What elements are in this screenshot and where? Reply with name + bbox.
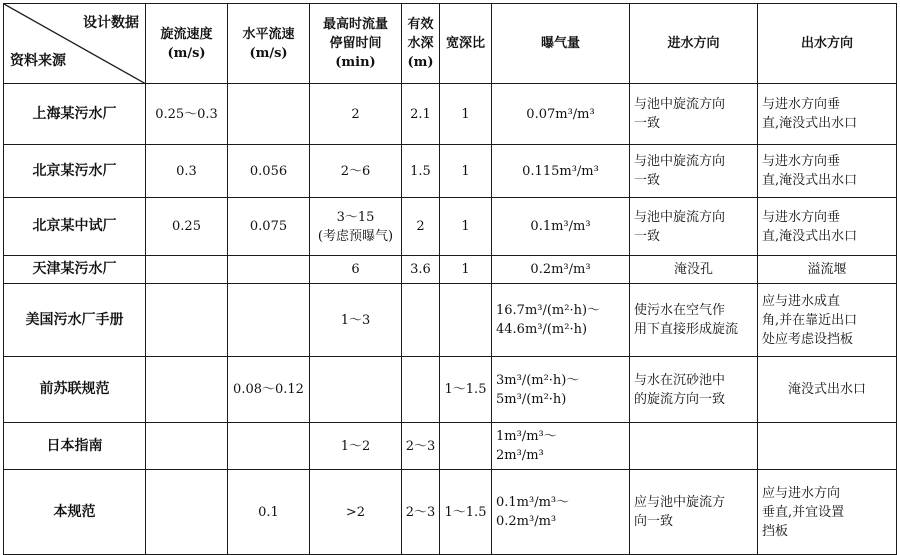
corner-bottom-label: 资料来源 (10, 53, 66, 69)
table-row (4, 84, 897, 145)
cell-text-line: 用下直接形成旋流 (634, 322, 739, 337)
column-header (310, 4, 402, 84)
data-cell (758, 357, 897, 423)
data-cell (146, 284, 228, 357)
data-cell (146, 145, 228, 198)
cell-text-line: 直,淹没式出水口 (762, 228, 858, 244)
column-header (758, 4, 897, 84)
cell-text-line: 1 (461, 163, 470, 179)
cell-text-line: 直,淹没式出水口 (762, 116, 858, 131)
data-cell (402, 84, 440, 145)
cell-text-line: 与进水方向垂 (762, 97, 841, 112)
source-cell: 天津某污水厂 (4, 256, 146, 284)
cell-text-line: 角,并在靠近出口 (762, 312, 858, 328)
data-table-container (3, 3, 897, 555)
cell-text-line: 溢流堰 (807, 262, 847, 277)
cell-text-line: 0.25～0.3 (155, 106, 218, 122)
cell-text-line: 一致 (634, 173, 661, 188)
column-header-line: 有效 (407, 17, 434, 32)
data-cell (146, 256, 228, 284)
cell-text-line: 与进水方向垂 (762, 209, 841, 225)
data-cell (440, 198, 492, 256)
column-header (228, 4, 310, 84)
cell-text-line: 6 (351, 262, 360, 277)
cell-text-line: >2 (345, 504, 366, 520)
data-cell (440, 284, 492, 357)
cell-text-line: 处应考虑设挡板 (762, 331, 854, 347)
cell-text-line: 与池中旋流方向 (634, 97, 726, 112)
cell-text-line: (考虑预曝气) (317, 228, 394, 244)
table-row (4, 470, 897, 555)
cell-text-line: 2～3 (405, 438, 436, 454)
column-header-line: 旋流速度 (160, 26, 213, 42)
cell-text-line: 0.1 (258, 504, 279, 520)
cell-text-line: 淹没式出水口 (787, 382, 866, 397)
column-header-line: 最高时流量 (322, 17, 388, 32)
data-cell (492, 84, 630, 145)
cell-text-line: 5m³/(m²·h) (496, 391, 567, 407)
data-cell (630, 256, 758, 284)
data-cell (440, 84, 492, 145)
cell-text-line: 3.6 (410, 262, 431, 277)
cell-text-line: 1～1.5 (444, 382, 487, 397)
cell-text-line: 0.1m³/m³ (530, 219, 591, 234)
column-header-line: (m/s) (249, 45, 288, 61)
data-cell (228, 145, 310, 198)
cell-text-line: 0.1m³/m³～ (496, 495, 570, 510)
source-cell: 前苏联规范 (4, 357, 146, 423)
table-row (4, 423, 897, 470)
corner-top-label: 设计数据 (83, 15, 139, 31)
data-cell (310, 256, 402, 284)
data-cell (758, 423, 897, 470)
column-header-line: 出水方向 (800, 36, 853, 51)
cell-text-line: 应与进水成直 (762, 293, 841, 309)
data-cell (146, 470, 228, 555)
data-cell (146, 84, 228, 145)
data-cell (758, 84, 897, 145)
cell-text-line: 1～1.5 (444, 504, 487, 520)
cell-text-line: 挡板 (762, 523, 789, 539)
cell-text-line: 0.08～0.12 (233, 382, 304, 397)
cell-text-line: 16.7m³/(m²·h)～ (496, 303, 601, 318)
data-cell (146, 198, 228, 256)
data-cell (630, 84, 758, 145)
data-cell (228, 256, 310, 284)
cell-text-line: 一致 (634, 228, 661, 244)
data-cell (440, 357, 492, 423)
cell-text-line: 2～3 (405, 504, 436, 520)
cell-text-line: 0.2m³/m³ (530, 262, 591, 277)
data-cell (310, 84, 402, 145)
data-cell (310, 423, 402, 470)
data-cell (228, 357, 310, 423)
data-cell (228, 470, 310, 555)
table-row (4, 145, 897, 198)
source-cell: 北京某中试厂 (4, 198, 146, 256)
data-cell (492, 423, 630, 470)
data-cell (758, 256, 897, 284)
cell-text-line: 0.075 (249, 219, 288, 234)
cell-text-line: 2 (416, 219, 425, 234)
data-cell (402, 284, 440, 357)
data-cell (440, 423, 492, 470)
column-header-line: 水深 (407, 36, 434, 51)
column-header (146, 4, 228, 84)
data-cell (492, 145, 630, 198)
cell-text-line: 与进水方向垂 (762, 154, 841, 169)
cell-text-line: 与水在沉砂池中 (634, 372, 726, 388)
data-cell (758, 198, 897, 256)
data-cell (630, 198, 758, 256)
column-header-line: (m) (407, 55, 434, 70)
cell-text-line: 3m³/(m²·h)～ (496, 372, 580, 388)
data-cell (402, 256, 440, 284)
cell-text-line: 0.2m³/m³ (496, 514, 557, 529)
aerated-grit-chamber-table (3, 3, 897, 555)
cell-text-line: 2.1 (410, 106, 431, 122)
data-cell (402, 198, 440, 256)
column-header (440, 4, 492, 84)
cell-text-line: 向一致 (634, 514, 674, 529)
data-cell (630, 145, 758, 198)
cell-text-line: 2m³/m³ (496, 448, 544, 463)
cell-text-line: 1m³/m³～ (496, 429, 557, 444)
column-header-line: 水平流速 (242, 26, 295, 42)
table-row (4, 198, 897, 256)
cell-text-line: 44.6m³/(m²·h) (496, 322, 588, 337)
data-cell (402, 145, 440, 198)
data-cell (310, 357, 402, 423)
data-cell (440, 256, 492, 284)
source-cell: 本规范 (4, 470, 146, 555)
cell-text-line: 垂直,并宜设置 (762, 504, 845, 520)
data-cell (402, 357, 440, 423)
cell-text-line: 0.3 (176, 163, 197, 179)
corner-header-cell (4, 4, 146, 84)
source-cell: 北京某污水厂 (4, 145, 146, 198)
data-cell (440, 470, 492, 555)
cell-text-line: 1 (461, 219, 470, 234)
source-cell: 美国污水厂手册 (4, 284, 146, 357)
data-cell (310, 284, 402, 357)
cell-text-line: 淹没孔 (673, 262, 713, 277)
data-cell (492, 357, 630, 423)
column-header-line: (min) (335, 55, 376, 70)
data-cell (146, 357, 228, 423)
data-cell (146, 423, 228, 470)
cell-text-line: 1 (461, 262, 470, 277)
cell-text-line: 直,淹没式出水口 (762, 173, 858, 188)
cell-text-line: 1.5 (410, 163, 431, 179)
column-header (492, 4, 630, 84)
data-cell (492, 256, 630, 284)
cell-text-line: 与池中旋流方向 (634, 154, 726, 169)
cell-text-line: 0.115m³/m³ (522, 163, 599, 179)
column-header-line: 停留时间 (329, 36, 382, 51)
source-cell: 日本指南 (4, 423, 146, 470)
data-cell (630, 357, 758, 423)
data-cell (228, 198, 310, 256)
data-cell (758, 145, 897, 198)
data-cell (440, 145, 492, 198)
table-row (4, 357, 897, 423)
data-cell (492, 470, 630, 555)
data-cell (402, 470, 440, 555)
data-cell (402, 423, 440, 470)
data-cell (630, 423, 758, 470)
cell-text-line: 3～15 (336, 209, 375, 225)
header-row (4, 4, 897, 84)
data-cell (758, 284, 897, 357)
data-cell (492, 198, 630, 256)
cell-text-line: 应与进水方向 (762, 485, 841, 501)
data-cell (228, 423, 310, 470)
data-cell (310, 145, 402, 198)
cell-text-line: 应与池中旋流方 (634, 495, 726, 510)
cell-text-line: 1 (461, 106, 470, 122)
column-header-line: 宽深比 (445, 36, 485, 51)
cell-text-line: 1～3 (340, 312, 371, 328)
data-cell (758, 470, 897, 555)
data-cell (630, 284, 758, 357)
data-cell (310, 198, 402, 256)
data-cell (492, 284, 630, 357)
cell-text-line: 2～6 (340, 163, 371, 179)
cell-text-line: 0.07m³/m³ (526, 106, 595, 122)
source-cell: 上海某污水厂 (4, 84, 146, 145)
cell-text-line: 0.056 (249, 163, 288, 179)
data-cell (228, 284, 310, 357)
cell-text-line: 与池中旋流方向 (634, 209, 726, 225)
column-header (630, 4, 758, 84)
column-header-line: 曝气量 (540, 36, 580, 51)
column-header-line: 进水方向 (667, 36, 720, 51)
cell-text-line: 2 (351, 106, 360, 122)
cell-text-line: 0.25 (172, 219, 201, 234)
cell-text-line: 一致 (634, 116, 661, 131)
cell-text-line: 1～2 (340, 438, 371, 454)
data-cell (228, 84, 310, 145)
cell-text-line: 的旋流方向一致 (634, 391, 726, 407)
column-header-line: (m/s) (167, 45, 206, 61)
column-header (402, 4, 440, 84)
table-row (4, 256, 897, 284)
table-row (4, 284, 897, 357)
data-cell (310, 470, 402, 555)
cell-text-line: 使污水在空气作 (634, 303, 726, 318)
data-cell (630, 470, 758, 555)
